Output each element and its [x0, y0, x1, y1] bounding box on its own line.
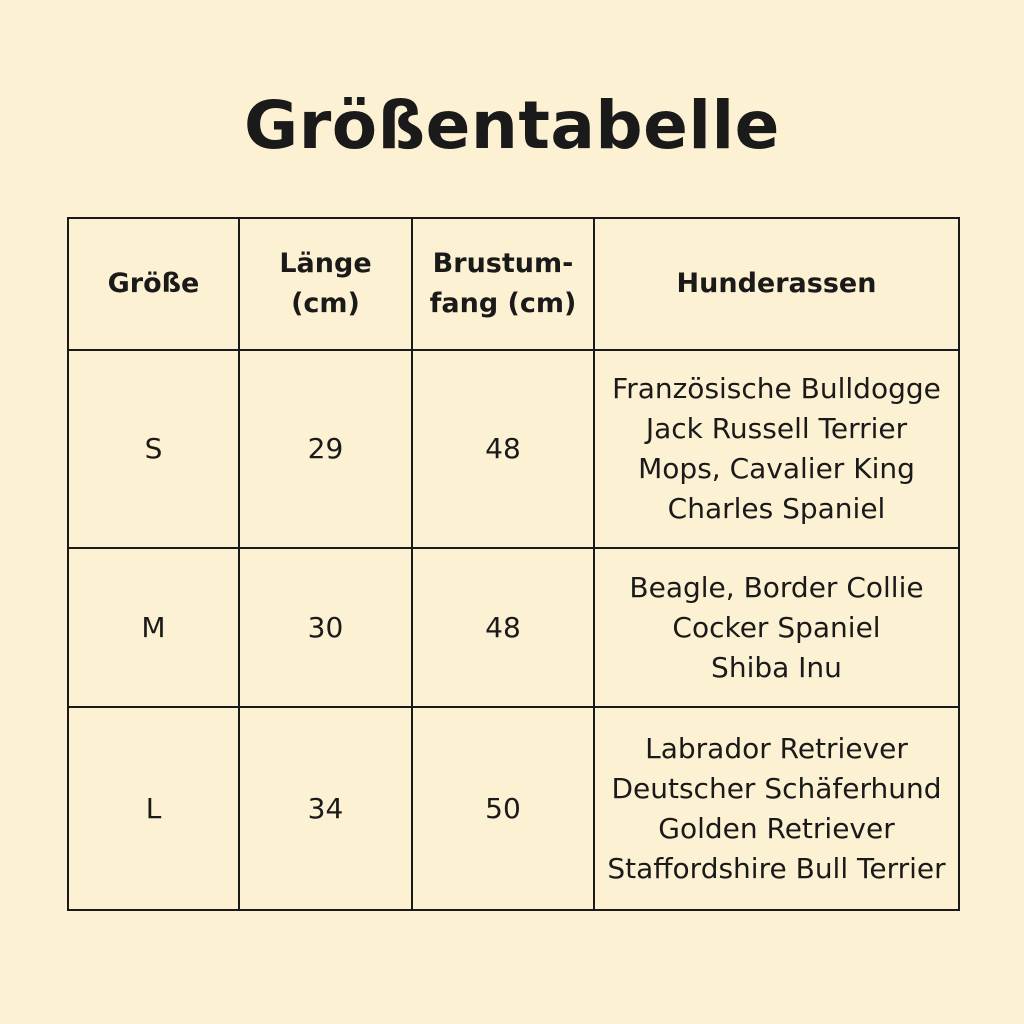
page-title: Größentabelle [244, 87, 780, 164]
cell-size: L [68, 707, 239, 910]
header-breeds: Hunderassen [594, 218, 959, 350]
cell-length: 29 [239, 350, 412, 548]
table-row [68, 548, 959, 707]
cell-chest: 50 [412, 707, 594, 910]
table-row [68, 350, 959, 548]
cell-length: 30 [239, 548, 412, 707]
cell-breeds: Beagle, Border Collie Cocker Spaniel Shiba Inu [594, 548, 959, 707]
cell-chest: 48 [412, 548, 594, 707]
cell-size: S [68, 350, 239, 548]
cell-chest: 48 [412, 350, 594, 548]
size-table [67, 217, 960, 911]
cell-breeds: Labrador Retriever Deutscher Schäferhund Golden Retriever Staffordshire Bull Terrier [594, 707, 959, 910]
table-row [68, 707, 959, 910]
header-chest: Brustum- fang (cm) [412, 218, 594, 350]
header-size: Größe [68, 218, 239, 350]
cell-size: M [68, 548, 239, 707]
table-header-row [68, 218, 959, 350]
cell-breeds: Französische Bulldogge Jack Russell Terrier Mops, Cavalier King Charles Spaniel [594, 350, 959, 548]
header-length: Länge (cm) [239, 218, 412, 350]
cell-length: 34 [239, 707, 412, 910]
